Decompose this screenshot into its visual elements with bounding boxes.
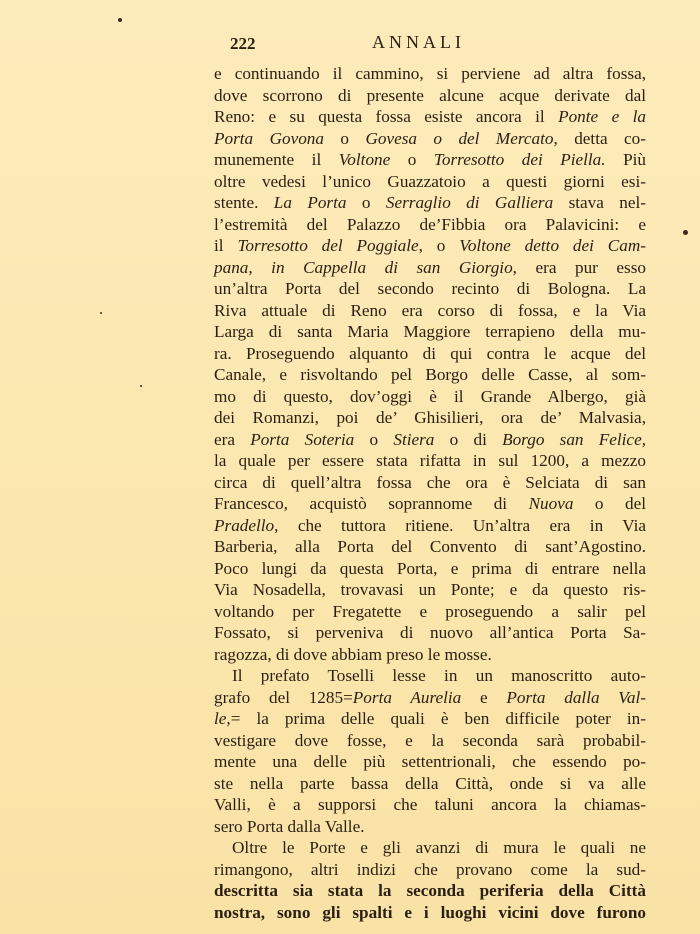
text-segment: o — [346, 193, 386, 212]
italic-text: La Porta — [273, 193, 347, 212]
text-line — [214, 343, 646, 365]
text-line — [214, 665, 646, 687]
text-segment: voltando per Fregatette e proseguendo a salir pel — [214, 601, 646, 621]
text-line — [214, 278, 646, 300]
text-line — [214, 106, 646, 128]
text-segment: oltre vedesi l’unico Guazzatoio a questi giorni esi- — [214, 171, 646, 191]
text-line — [214, 837, 646, 859]
text-line — [214, 493, 646, 515]
text-segment: che tuttora ritiene. Un’altra era in Via — [278, 515, 646, 535]
text-segment: il — [214, 236, 238, 255]
running-title: ANNALI — [372, 32, 465, 52]
text-segment: Larga di santa Maria Maggiore terrapieno della mu- — [214, 322, 646, 341]
text-segment: Canale, e risvoltando pel Borgo delle Casse, al som- — [214, 365, 646, 384]
italic-text: Borgo san Felice, — [502, 429, 646, 449]
text-segment: = la prima delle quali è ben difficile poter in- — [230, 709, 646, 728]
italic-text: Voltone detto dei Cam- — [459, 236, 646, 255]
text-segment: ragozza, di dove abbiam preso le mosse. — [214, 644, 492, 664]
text-line — [214, 880, 646, 902]
text-line — [214, 407, 646, 429]
text-line — [214, 708, 646, 730]
text-segment: Riva attuale di Reno era corso di fossa, e la Via — [214, 300, 646, 320]
text-line — [214, 128, 646, 150]
text-segment: l’estremità del Palazzo de’Fibbia ora Palavicini: e — [214, 214, 646, 234]
text-segment: Reno: e su questa fossa esiste ancora il — [214, 107, 559, 126]
text-line — [214, 450, 646, 472]
text-segment: Barberia, alla Porta del Convento di sant’Agostino. — [214, 537, 646, 556]
text-line — [214, 300, 646, 322]
italic-text: Nuova — [528, 494, 574, 513]
italic-text: Porta Govona — [214, 128, 324, 148]
text-line — [214, 622, 646, 644]
text-segment: nostra, sono gli spalti e i luoghi vicini dove furono — [214, 902, 646, 922]
text-segment: dei Romanzi, poi de’ Ghisilieri, ora de’ Malvasia, — [214, 408, 646, 427]
text-segment: o — [390, 150, 434, 169]
text-segment: e — [461, 687, 507, 707]
text-line — [214, 816, 646, 838]
text-line — [214, 85, 646, 107]
page-header — [0, 30, 700, 54]
text-segment: grafo del 1285= — [214, 687, 353, 707]
italic-text: le, — [214, 709, 231, 728]
page-number: 222 — [230, 34, 256, 53]
text-line — [214, 171, 646, 193]
text-segment: circa di quell’altra fossa che ora è Selciata di san — [214, 472, 646, 492]
text-line — [214, 751, 646, 773]
italic-text: Porta Soteria — [250, 429, 355, 449]
text-line — [214, 794, 646, 816]
text-segment: Fossato, si perveniva di nuovo all’antica Porta Sa- — [214, 623, 646, 642]
text-segment: Via Nosadella, trovavasi un Ponte; e da questo ris- — [214, 580, 646, 599]
italic-text: Pradello, — [214, 515, 279, 535]
text-segment: ra. Proseguendo alquanto di qui contra le acque del — [214, 343, 646, 363]
text-segment: , detta co- — [553, 128, 646, 148]
text-line — [214, 472, 646, 494]
text-segment: dove scorrono di presente alcune acque derivate dal — [214, 85, 646, 105]
text-segment: , era pur esso — [512, 257, 646, 277]
text-segment: Francesco, acquistò soprannome di — [214, 494, 529, 513]
text-line — [214, 536, 646, 558]
ink-speck — [100, 312, 102, 314]
text-line — [214, 149, 646, 171]
italic-text: Porta dalla Val- — [506, 687, 646, 707]
text-segment: e continuando il cammino, si perviene ad altra fossa, — [214, 64, 646, 83]
italic-text: Serraglio di Galliera — [385, 193, 554, 212]
text-line — [214, 429, 646, 451]
text-line — [214, 902, 646, 924]
text-segment: rimangono, altri indizi che provano come la sud- — [214, 859, 646, 879]
text-line — [214, 257, 646, 279]
text-line — [214, 192, 646, 214]
body-text — [214, 63, 646, 923]
text-line — [214, 364, 646, 386]
text-segment: era — [214, 429, 251, 449]
text-line — [214, 386, 646, 408]
text-segment: o — [324, 128, 366, 148]
text-segment: o del — [573, 494, 646, 513]
italic-text: Ponte e la — [558, 107, 647, 126]
text-segment: descritta sia stata la seconda periferia della Città — [214, 881, 646, 900]
italic-text: Govesa o del Mercato — [365, 128, 554, 148]
text-segment: mo di questo, dov’oggi è il Grande Albergo, già — [214, 386, 646, 406]
text-line — [214, 579, 646, 601]
ink-speck — [118, 18, 122, 22]
text-line — [214, 558, 646, 580]
text-segment: o — [354, 429, 394, 449]
text-line — [214, 644, 646, 666]
text-segment: o di — [434, 429, 503, 449]
text-segment: munemente il — [214, 150, 339, 169]
text-segment: un’altra Porta del secondo recinto di Bologna. La — [214, 279, 646, 298]
italic-text: Voltone — [338, 150, 391, 169]
text-line — [214, 773, 646, 795]
text-segment: Più — [605, 150, 646, 169]
text-line — [214, 687, 646, 709]
text-segment: ste nella parte bassa della Città, onde si va alle — [214, 773, 646, 793]
text-segment: Poco lungi da questa Porta, e prima di entrare nella — [214, 558, 646, 578]
text-segment: stente. — [214, 193, 274, 212]
text-segment: Oltre le Porte e gli avanzi di mura le quali ne — [232, 838, 646, 857]
italic-text: pana, in Cappella di san Giorgio — [214, 257, 513, 277]
text-segment: Valli, è a supporsi che taluni ancora la chiamas- — [214, 795, 646, 814]
italic-text: Porta Aurelia — [352, 687, 462, 707]
text-line — [214, 321, 646, 343]
text-segment: mente una delle più settentrionali, che essendo po- — [214, 752, 646, 771]
text-segment: la quale per essere stata rifatta in sul 1200, a mezzo — [214, 451, 646, 470]
text-segment: vestigare dove fosse, e la seconda sarà probabil- — [214, 730, 646, 750]
text-line — [214, 730, 646, 752]
ink-speck — [140, 385, 142, 387]
text-segment: sero Porta dalla Valle. — [214, 816, 365, 836]
text-line — [214, 214, 646, 236]
ink-speck — [683, 230, 688, 235]
italic-text: Stiera — [393, 429, 435, 449]
text-segment: , o — [418, 236, 460, 255]
italic-text: Torresotto dei Piella. — [433, 150, 606, 169]
text-line — [214, 515, 646, 537]
text-line — [214, 859, 646, 881]
text-line — [214, 601, 646, 623]
italic-text: Torresotto del Poggiale — [237, 236, 419, 255]
text-segment: stava nel- — [553, 193, 647, 212]
text-line — [214, 235, 646, 257]
text-line — [214, 63, 646, 85]
text-segment: Il prefato Toselli lesse in un manoscritto auto- — [232, 666, 646, 685]
